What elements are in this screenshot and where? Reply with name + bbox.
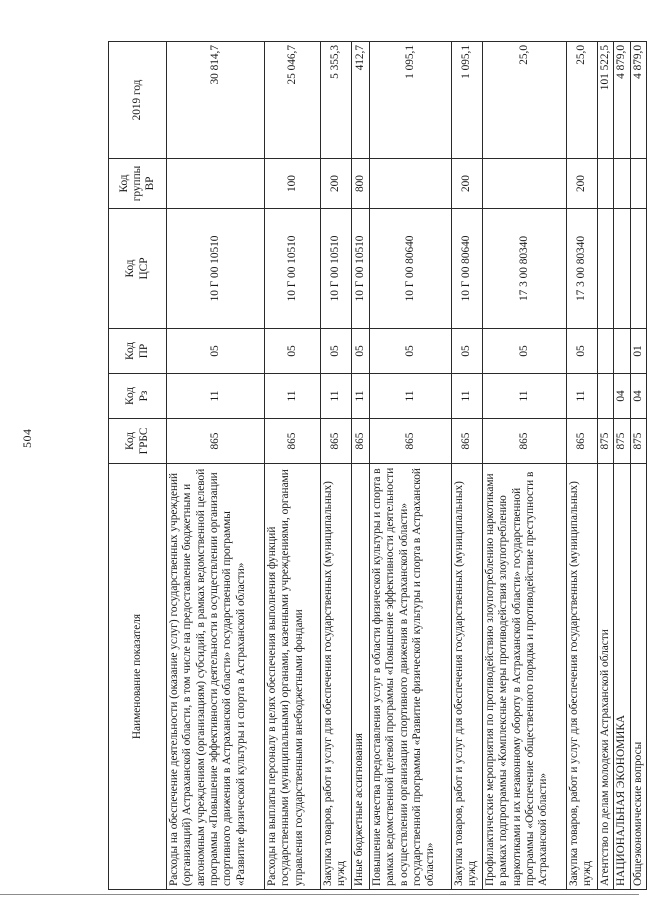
- row-csr: 10 Г 00 10510: [265, 209, 321, 329]
- row-name: Расходы на выплаты персоналу в целях обеспечения выполнения функций государственными (муниципальными) органами, казенными учреждениями, органами управления государственными внебюджетными фондами: [265, 464, 321, 890]
- row-grbs: 875: [630, 419, 646, 464]
- row-grbs: 865: [370, 419, 452, 464]
- row-rz: 04: [630, 374, 646, 419]
- header-grbs: Код ГРБС: [109, 419, 167, 464]
- row-csr: 17 3 00 80340: [483, 209, 567, 329]
- rotated-page-content: [108, 42, 644, 890]
- row-amount: 412,7: [352, 42, 370, 159]
- table-row: [265, 42, 321, 890]
- row-vr: [483, 159, 567, 209]
- row-csr: 10 Г 00 10510: [167, 209, 265, 329]
- row-name: Иные бюджетные ассигнования: [352, 464, 370, 890]
- page-edge-rule: [0, 894, 639, 895]
- row-amount: 101 522,5: [598, 42, 614, 159]
- row-name: Закупка товаров, работ и услуг для обеспечения государственных (муниципальных) нужд: [452, 464, 483, 890]
- row-pr: [598, 329, 614, 374]
- page-number: 504: [20, 428, 34, 448]
- header-name: Наименование показателя: [109, 464, 167, 890]
- row-name: Агентство по делам молодежи Астраханской области: [598, 464, 614, 890]
- row-pr: 05: [483, 329, 567, 374]
- row-csr: 10 Г 00 80640: [370, 209, 452, 329]
- row-amount: 5 355,3: [321, 42, 352, 159]
- row-grbs: 865: [352, 419, 370, 464]
- row-pr: 05: [452, 329, 483, 374]
- row-name: Повышение качества предоставления услуг в области физической культуры и спорта в рамках ведомственной целевой программы «Повышение эффективности деятельности в осуществлении организации спортивного движения в Астраханской области» государственной программы «Развитие физической культуры и спорта в Астраханской области»: [370, 464, 452, 890]
- row-csr: 17 3 00 80340: [567, 209, 598, 329]
- row-pr: 05: [167, 329, 265, 374]
- row-name: Расходы на обеспечение деятельности (оказание услуг) государственных учреждений (организаций) Астраханской области, в том числе на предоставление бюджетным и автономным учреждениям (организациям) субсидий, в рамках ведомственной целевой программы «Повышение эффективности деятельности в осуществлении организации спортивного движения в Астраханской области» государственной программы «Развитие физической культуры и спорта в Астраханской области»: [167, 464, 265, 890]
- row-rz: 11: [265, 374, 321, 419]
- row-rz: 11: [452, 374, 483, 419]
- row-amount: 25,0: [483, 42, 567, 159]
- row-pr: 05: [265, 329, 321, 374]
- row-rz: [598, 374, 614, 419]
- row-csr: [630, 209, 646, 329]
- row-vr: [167, 159, 265, 209]
- row-vr: 200: [321, 159, 352, 209]
- row-pr: 05: [567, 329, 598, 374]
- row-csr: 10 Г 00 10510: [321, 209, 352, 329]
- row-name: Общеэкономические вопросы: [630, 464, 646, 890]
- row-pr: 05: [352, 329, 370, 374]
- row-csr: [598, 209, 614, 329]
- row-grbs: 865: [567, 419, 598, 464]
- row-grbs: 865: [321, 419, 352, 464]
- row-pr: [614, 329, 630, 374]
- row-vr: 800: [352, 159, 370, 209]
- table-header-row: [109, 42, 167, 890]
- row-rz: 11: [370, 374, 452, 419]
- table-row: [370, 42, 452, 890]
- table-row: [452, 42, 483, 890]
- row-grbs: 875: [598, 419, 614, 464]
- row-amount: 30 814,7: [167, 42, 265, 159]
- row-name: Профилактические мероприятия по противодействию злоупотреблению наркотиками в рамках подпрограммы «Комплексные меры противодействия злоупотреблению наркотиками и их незаконному обороту в Астраханской области» государственной программы «Обеспечение общественного порядка и противодействие преступности в Астраханской области»: [483, 464, 567, 890]
- row-name: Закупка товаров, работ и услуг для обеспечения государственных (муниципальных) нужд: [567, 464, 598, 890]
- row-vr: [598, 159, 614, 209]
- table-row: [567, 42, 598, 890]
- row-grbs: 865: [452, 419, 483, 464]
- row-grbs: 865: [265, 419, 321, 464]
- row-vr: [370, 159, 452, 209]
- header-vr: Код группы ВР: [109, 159, 167, 209]
- row-csr: 10 Г 00 80640: [452, 209, 483, 329]
- table-row: [167, 42, 265, 890]
- row-amount: 25,0: [567, 42, 598, 159]
- row-amount: 4 879,0: [630, 42, 646, 159]
- row-vr: [614, 159, 630, 209]
- row-pr: 05: [370, 329, 452, 374]
- table-row: [321, 42, 352, 890]
- row-vr: 200: [452, 159, 483, 209]
- table-row: [352, 42, 370, 890]
- row-vr: [630, 159, 646, 209]
- header-csr: Код ЦСР: [109, 209, 167, 329]
- row-rz: 11: [352, 374, 370, 419]
- row-grbs: 865: [483, 419, 567, 464]
- row-pr: 01: [630, 329, 646, 374]
- budget-table: [108, 41, 647, 890]
- header-pr: Код ПР: [109, 329, 167, 374]
- row-name: НАЦИОНАЛЬНАЯ ЭКОНОМИКА: [614, 464, 630, 890]
- row-grbs: 865: [167, 419, 265, 464]
- row-amount: 4 879,0: [614, 42, 630, 159]
- row-rz: 11: [321, 374, 352, 419]
- row-name: Закупка товаров, работ и услуг для обеспечения государственных (муниципальных) нужд: [321, 464, 352, 890]
- row-vr: 100: [265, 159, 321, 209]
- header-amount: 2019 год: [109, 42, 167, 159]
- table-row: [483, 42, 567, 890]
- row-amount: 1 095,1: [452, 42, 483, 159]
- row-csr: [614, 209, 630, 329]
- row-vr: 200: [567, 159, 598, 209]
- row-grbs: 875: [614, 419, 630, 464]
- row-csr: 10 Г 00 10510: [352, 209, 370, 329]
- row-rz: 11: [567, 374, 598, 419]
- row-amount: 25 046,7: [265, 42, 321, 159]
- table-row: [598, 42, 614, 890]
- row-rz: 04: [614, 374, 630, 419]
- row-rz: 11: [483, 374, 567, 419]
- header-rz: Код Рз: [109, 374, 167, 419]
- table-row: [614, 42, 630, 890]
- row-pr: 05: [321, 329, 352, 374]
- row-rz: 11: [167, 374, 265, 419]
- table-row: [630, 42, 646, 890]
- row-amount: 1 095,1: [370, 42, 452, 159]
